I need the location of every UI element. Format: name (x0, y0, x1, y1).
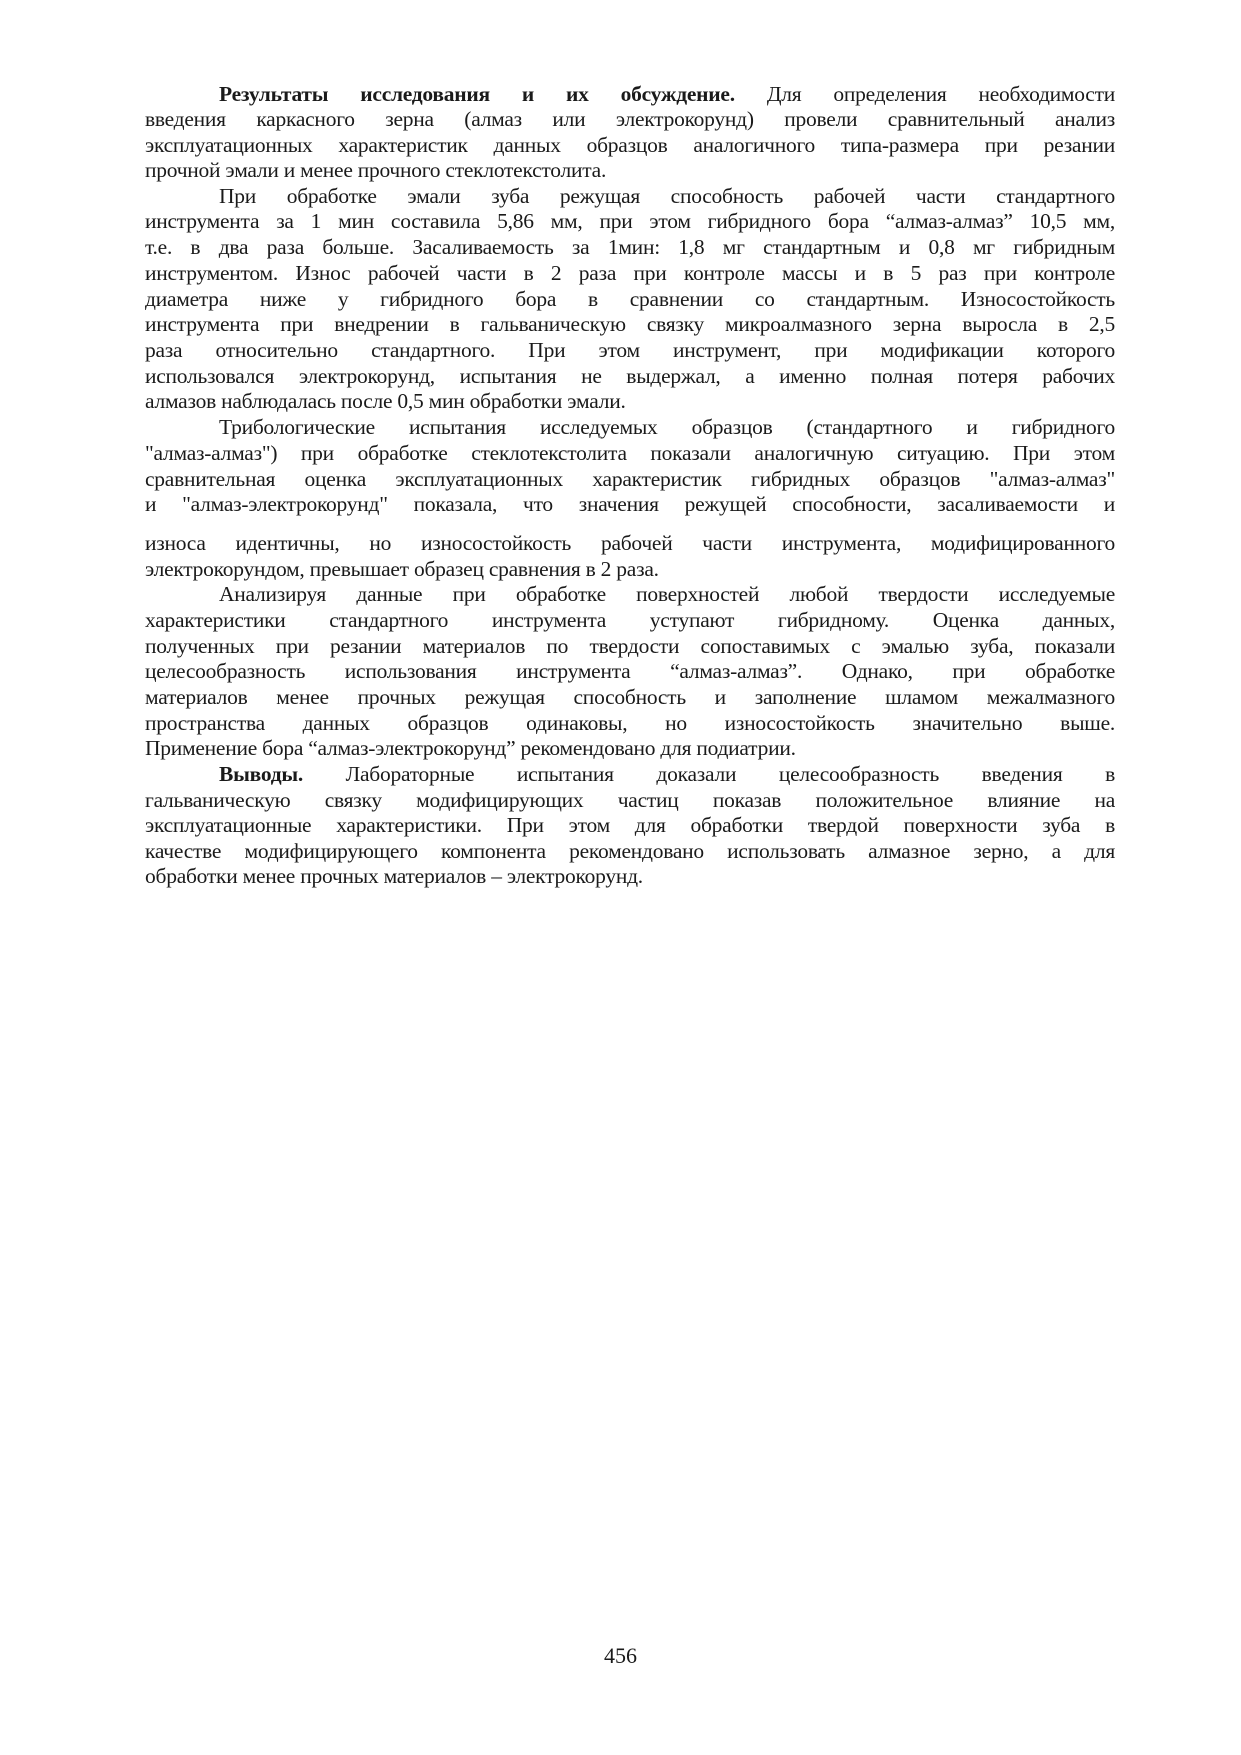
text-line: характеристики стандартного инструмента уступают гибридному. Оценка данных, (145, 608, 1115, 632)
text-line: пространства данных образцов одинаковы, но износостойкость значительно выше. (145, 711, 1115, 735)
text-line: Результаты исследования и их обсуждение. Для определения необходимости (219, 82, 1115, 106)
text-line: введения каркасного зерна (алмаз или электрокорунд) провели сравнительный анализ (145, 107, 1115, 131)
text-line: электрокорундом, превышает образец сравнения в 2 раза. (145, 557, 659, 581)
text-line: материалов менее прочных режущая способность и заполнение шламом межалмазного (145, 685, 1115, 709)
text-line: Выводы. Лабораторные испытания доказали целесообразность введения в (219, 762, 1115, 786)
text-line: прочной эмали и менее прочного стеклотекстолита. (145, 158, 607, 182)
text-line: При обработке эмали зуба режущая способность рабочей части стандартного (219, 184, 1115, 208)
text-line: диаметра ниже у гибридного бора в сравнении со стандартным. Износостойкость (145, 287, 1115, 311)
text-line: раза относительно стандартного. При этом инструмент, при модификации которого (145, 338, 1115, 362)
text-line: качестве модифицирующего компонента рекомендовано использовать алмазное зерно, а для (145, 839, 1115, 863)
text-line: Анализируя данные при обработке поверхностей любой твердости исследуемые (219, 582, 1115, 606)
text-line: Трибологические испытания исследуемых образцов (стандартного и гибридного (219, 415, 1115, 439)
text-line: сравнительная оценка эксплуатационных характеристик гибридных образцов "алмаз-алмаз" (145, 467, 1115, 491)
text-line: алмазов наблюдалась после 0,5 мин обработки эмали. (145, 389, 626, 413)
text-line: полученных при резании материалов по твердости сопоставимых с эмалью зуба, показали (145, 634, 1115, 658)
text-line: эксплуатационных характеристик данных образцов аналогичного типа-размера при резании (145, 133, 1115, 157)
text-line: целесообразность использования инструмента “алмаз-алмаз”. Однако, при обработке (145, 659, 1115, 683)
text-line: инструмента за 1 мин составила 5,86 мм, при этом гибридного бора “алмаз-алмаз” 10,5 мм, (145, 209, 1115, 233)
text-line: т.е. в два раза больше. Засаливаемость за 1мин: 1,8 мг стандартным и 0,8 мг гибридным (145, 235, 1115, 259)
text-line: использовался электрокорунд, испытания не выдержал, а именно полная потеря рабочих (145, 364, 1115, 388)
text-line: обработки менее прочных материалов – электрокорунд. (145, 864, 643, 888)
text-line: Применение бора “алмаз-электрокорунд” рекомендовано для подиатрии. (145, 736, 796, 760)
text-line: износа идентичны, но износостойкость рабочей части инструмента, модифицированного (145, 531, 1115, 555)
section-heading-results: Результаты исследования и их обсуждение. (219, 82, 735, 106)
text-line: гальваническую связку модифицирующих частиц показав положительное влияние на (145, 788, 1115, 812)
text-line: инструментом. Износ рабочей части в 2 раза при контроле массы и в 5 раз при контроле (145, 261, 1115, 285)
text-line: "алмаз-алмаз") при обработке стеклотекстолита показали аналогичную ситуацию. При этом (145, 441, 1115, 465)
page-number: 456 (604, 1643, 637, 1668)
text-line: и "алмаз-электрокорунд" показала, что значения режущей способности, засаливаемости и (145, 492, 1115, 516)
text-line: инструмента при внедрении в гальваническую связку микроалмазного зерна выросла в 2,5 (145, 312, 1115, 336)
text-line: эксплуатационные характеристики. При этом для обработки твердой поверхности зуба в (145, 813, 1115, 837)
section-heading-conclusions: Выводы. (219, 762, 304, 786)
